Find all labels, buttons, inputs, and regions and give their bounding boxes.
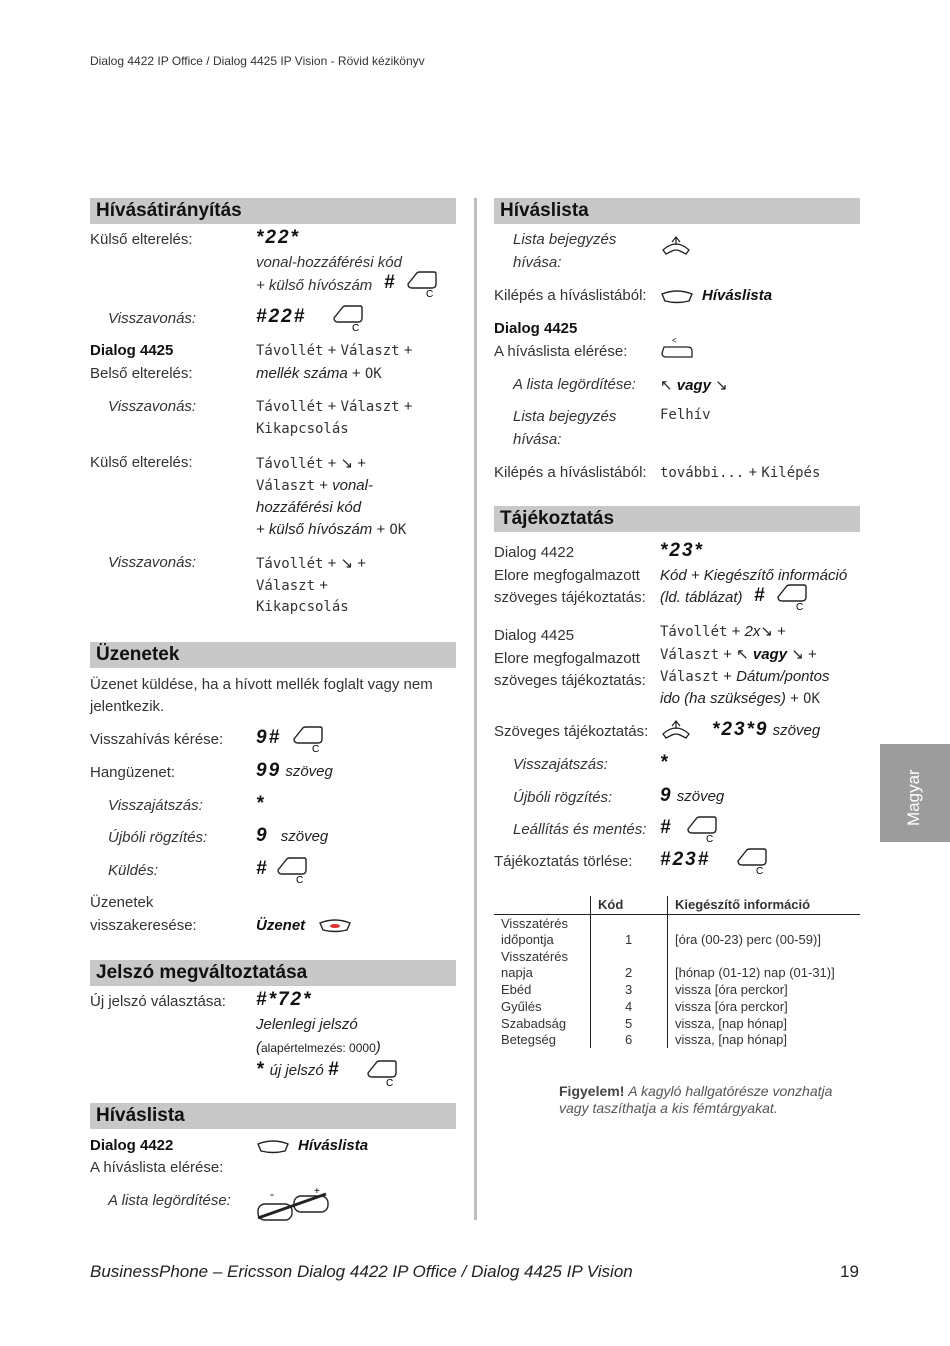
clear-key-icon <box>686 815 718 843</box>
handset-offhook-icon <box>660 232 694 258</box>
message-key-icon <box>318 918 352 934</box>
table-row-5-info: vissza, [nap hónap] <box>675 1016 788 1031</box>
exit2-label: Kilépés a híváslistából: <box>494 464 647 481</box>
rerecord-value: 9 szöveg <box>256 825 329 846</box>
clear-key-icon <box>292 725 324 753</box>
voice-value: 99 szöveg <box>256 760 333 781</box>
retrieve-label1: Üzenetek <box>90 894 154 911</box>
table-header-rule <box>494 914 860 915</box>
clear-key-icon <box>276 856 308 884</box>
exit2-value: további... + Kilépés <box>660 464 821 481</box>
info-see-table: (ld. táblázat) <box>660 589 743 606</box>
scroll-up-icon: ↖ <box>736 646 749 663</box>
replay-code: * <box>256 793 266 814</box>
info-pre4: szöveges tájékoztatás: <box>494 672 646 689</box>
page-header: Dialog 4422 IP Office / Dialog 4425 IP Vision - Rövid kézikönyv <box>90 54 425 68</box>
section-messages: Üzenetek <box>90 642 456 668</box>
info-save-label: Leállítás és mentés: <box>513 821 647 838</box>
table-row-1-name1: Visszatérés <box>501 916 568 931</box>
password-code: #*72* <box>256 989 313 1010</box>
svg-text:C: C <box>796 602 804 611</box>
scroll-down-icon: ↘ <box>760 623 773 640</box>
send-code: # <box>256 858 269 879</box>
ext2-row2: Választ + vonal- <box>256 477 373 494</box>
note-line1: Figyelem! A kagyló hallgatórésze vonzhatja <box>559 1083 833 1099</box>
calllist-access-right: A híváslista elérése: <box>494 343 628 360</box>
scroll-right-value: ↖ vagy ↘ <box>660 377 728 394</box>
exit-calllist-value: Híváslista <box>702 287 773 304</box>
info-delete-code: #23# <box>660 849 711 870</box>
retrieve-value: Üzenet <box>256 917 306 934</box>
table-divider-1 <box>590 896 591 1048</box>
callback-code: 9# <box>256 727 282 748</box>
password-current: Jelenlegi jelszó <box>256 1016 358 1033</box>
calllist-value: Híváslista <box>298 1137 369 1154</box>
footer-title: BusinessPhone – Ericsson Dialog 4422 IP Office / Dialog 4425 IP Vision <box>90 1262 633 1281</box>
password-label: Új jelszó választása: <box>90 993 226 1010</box>
svg-text:C: C <box>426 289 434 298</box>
ext2-row1: Távollét + ↘ + <box>256 455 367 472</box>
section-calllist-left: Híváslista <box>90 1103 456 1129</box>
cancel2-label: Visszavonás: <box>108 398 197 415</box>
info-rerec-label: Újbóli rögzítés: <box>513 789 613 806</box>
table-row-6-name: Betegség <box>501 1032 556 1047</box>
table-row-1-code: 1 <box>625 932 633 947</box>
msg-intro-line1: Üzenet küldése, ha a hívott mellék foglalt vagy nem <box>90 676 433 693</box>
int-forward-label: Belső elterelés: <box>90 365 193 382</box>
table-row-2-name1: Visszatérés <box>501 949 568 964</box>
dialog-4422-label: Dialog 4422 <box>90 1137 174 1154</box>
section-password: Jelszó megváltoztatása <box>90 960 456 986</box>
svg-text:C: C <box>386 1078 394 1087</box>
cancel-code: #22# <box>256 306 307 327</box>
scroll-down-icon: ↘ <box>715 377 728 394</box>
calllist-scroll-label: A lista legördítése: <box>108 1192 231 1209</box>
call-entry2-value: Felhív <box>660 407 711 423</box>
handset-offhook-icon <box>660 716 694 742</box>
calllist-key-icon <box>660 289 694 305</box>
cancel2-row2: Kikapcsolás <box>256 421 349 437</box>
call-entry2-label1: Lista bejegyzés <box>513 408 617 425</box>
clear-key-icon <box>366 1059 398 1087</box>
scroll-down-icon: ↘ <box>340 555 354 572</box>
info-replay-label: Visszajátszás: <box>513 756 608 773</box>
info-4425-row1: Távollét + 2x↘ + <box>660 623 786 640</box>
svg-text:-: - <box>270 1187 274 1201</box>
dialog-4425-right: Dialog 4425 <box>494 320 578 337</box>
table-header-info: Kiegészítő információ <box>675 897 811 912</box>
int-forward-row1: Távollét + Választ + <box>256 342 413 359</box>
table-row-6-info: vissza, [nap hónap] <box>675 1032 788 1047</box>
table-row-3-name: Ebéd <box>501 982 532 997</box>
cancel3-row1: Távollét + ↘ + <box>256 555 367 572</box>
table-row-6-code: 6 <box>625 1032 633 1047</box>
info-save-code: # <box>660 817 673 838</box>
callback-label: Visszahívás kérése: <box>90 731 224 748</box>
cancel3-label: Visszavonás: <box>108 554 197 571</box>
calllist-access-label: A híváslista elérése: <box>90 1159 224 1176</box>
msg-intro-line2: jelentkezik. <box>90 698 165 715</box>
rerecord-label: Újbóli rögzítés: <box>108 829 208 846</box>
note-line2: vagy taszíthatja a kis fémtárgyakat. <box>559 1100 778 1116</box>
info-4425-label: Dialog 4425 <box>494 627 575 644</box>
svg-text:<: < <box>672 336 677 345</box>
column-divider <box>474 198 477 1220</box>
table-row-4-code: 4 <box>625 999 633 1014</box>
ext-forward-desc2: + külső hívószám <box>256 277 373 294</box>
svg-text:C: C <box>756 866 764 875</box>
ext2-forward-label: Külső elterelés: <box>90 454 193 471</box>
password-default: (alapértelmezés: 0000) <box>256 1039 381 1056</box>
cancel3-row2: Választ + <box>256 577 328 594</box>
info-pre3: Elore megfogalmazott <box>494 650 640 667</box>
scroll-down-icon: ↘ <box>340 455 354 472</box>
clear-key-icon <box>406 270 438 298</box>
password-new: * új jelszó # <box>256 1059 341 1080</box>
table-row-4-name: Gyűlés <box>501 999 542 1014</box>
ext-forward-code: *22* <box>256 227 300 248</box>
table-row-2-code: 2 <box>625 965 633 980</box>
ext2-row3: hozzáférési kód <box>256 499 362 516</box>
table-row-4-info: vissza [óra perckor] <box>675 999 788 1014</box>
info-pre2: szöveges tájékoztatás: <box>494 589 646 606</box>
call-entry-label1: Lista bejegyzés <box>513 231 617 248</box>
replay-label: Visszajátszás: <box>108 797 203 814</box>
table-row-2-info: [hónap (01-12) nap (01-31)] <box>675 965 835 980</box>
call-entry2-label2: hívása: <box>513 431 562 448</box>
scroll-up-icon: ↖ <box>660 377 673 394</box>
table-divider-2 <box>667 896 668 1048</box>
table-row-1-name2: időpontja <box>501 932 554 947</box>
hash-symbol: # <box>754 585 767 606</box>
exit-calllist-label: Kilépés a híváslistából: <box>494 287 647 304</box>
language-tab: Magyar <box>880 744 950 842</box>
table-row-2-name2: napja <box>501 965 533 980</box>
arrow-key-icon <box>660 335 694 361</box>
info-pre1: Elore megfogalmazott <box>494 567 640 584</box>
text-info-value: *23*9 szöveg <box>712 719 821 740</box>
svg-text:C: C <box>312 744 320 753</box>
info-rerec-value: 9 szöveg <box>660 785 725 806</box>
svg-text:C: C <box>706 834 714 843</box>
calllist-key-icon <box>256 1139 290 1155</box>
info-4422-label: Dialog 4422 <box>494 544 575 561</box>
int-forward-row2: mellék száma + OK <box>256 365 382 382</box>
table-header-code: Kód <box>598 897 624 912</box>
info-4425-row3: Választ + Dátum/pontos <box>660 668 830 685</box>
scroll-down-icon: ↘ <box>791 646 804 663</box>
clear-key-icon <box>736 847 768 875</box>
cancel2-row1: Távollét + Választ + <box>256 398 413 415</box>
ext-forward-label: Külső elterelés: <box>90 231 193 248</box>
retrieve-label2: visszakeresése: <box>90 917 197 934</box>
page-number: 19 <box>840 1262 859 1281</box>
info-4425-row4: ido (ha szükséges) + OK <box>660 690 820 707</box>
text-info-label: Szöveges tájékoztatás: <box>494 723 649 740</box>
section-forwarding: Hívásátirányítás <box>90 198 456 224</box>
send-label: Küldés: <box>108 862 159 879</box>
cancel3-row3: Kikapcsolás <box>256 599 349 615</box>
clear-key-icon <box>332 304 364 332</box>
table-row-3-code: 3 <box>625 982 633 997</box>
section-info: Tájékoztatás <box>494 506 860 532</box>
table-row-1-info: [óra (00-23) perc (00-59)] <box>675 932 821 947</box>
svg-text:+: + <box>314 1186 320 1197</box>
ext2-row4: + külső hívószám + OK <box>256 521 407 538</box>
hash-symbol: # <box>384 272 397 293</box>
info-delete-label: Tájékoztatás törlése: <box>494 853 633 870</box>
info-4425-row2: Választ + ↖ vagy ↘ + <box>660 646 817 663</box>
svg-text:C: C <box>352 323 360 332</box>
info-4422-code: *23* <box>660 540 704 561</box>
info-kod-text: Kód + Kiegészítő információ <box>660 567 848 584</box>
voice-label: Hangüzenet: <box>90 764 176 781</box>
table-row-5-name: Szabadság <box>501 1016 567 1031</box>
table-row-5-code: 5 <box>625 1016 633 1031</box>
call-entry-label2: hívása: <box>513 254 562 271</box>
info-replay-code: * <box>660 752 670 773</box>
volume-keys-icon <box>256 1186 330 1222</box>
dialog-4425-label: Dialog 4425 <box>90 342 174 359</box>
svg-text:C: C <box>296 875 304 884</box>
section-calllist-right: Híváslista <box>494 198 860 224</box>
ext-forward-desc1: vonal-hozzáférési kód <box>256 254 402 271</box>
cancel-label: Visszavonás: <box>108 310 197 327</box>
scroll-right-label: A lista legördítése: <box>513 376 636 393</box>
table-row-3-info: vissza [óra perckor] <box>675 982 788 997</box>
clear-key-icon <box>776 583 808 611</box>
